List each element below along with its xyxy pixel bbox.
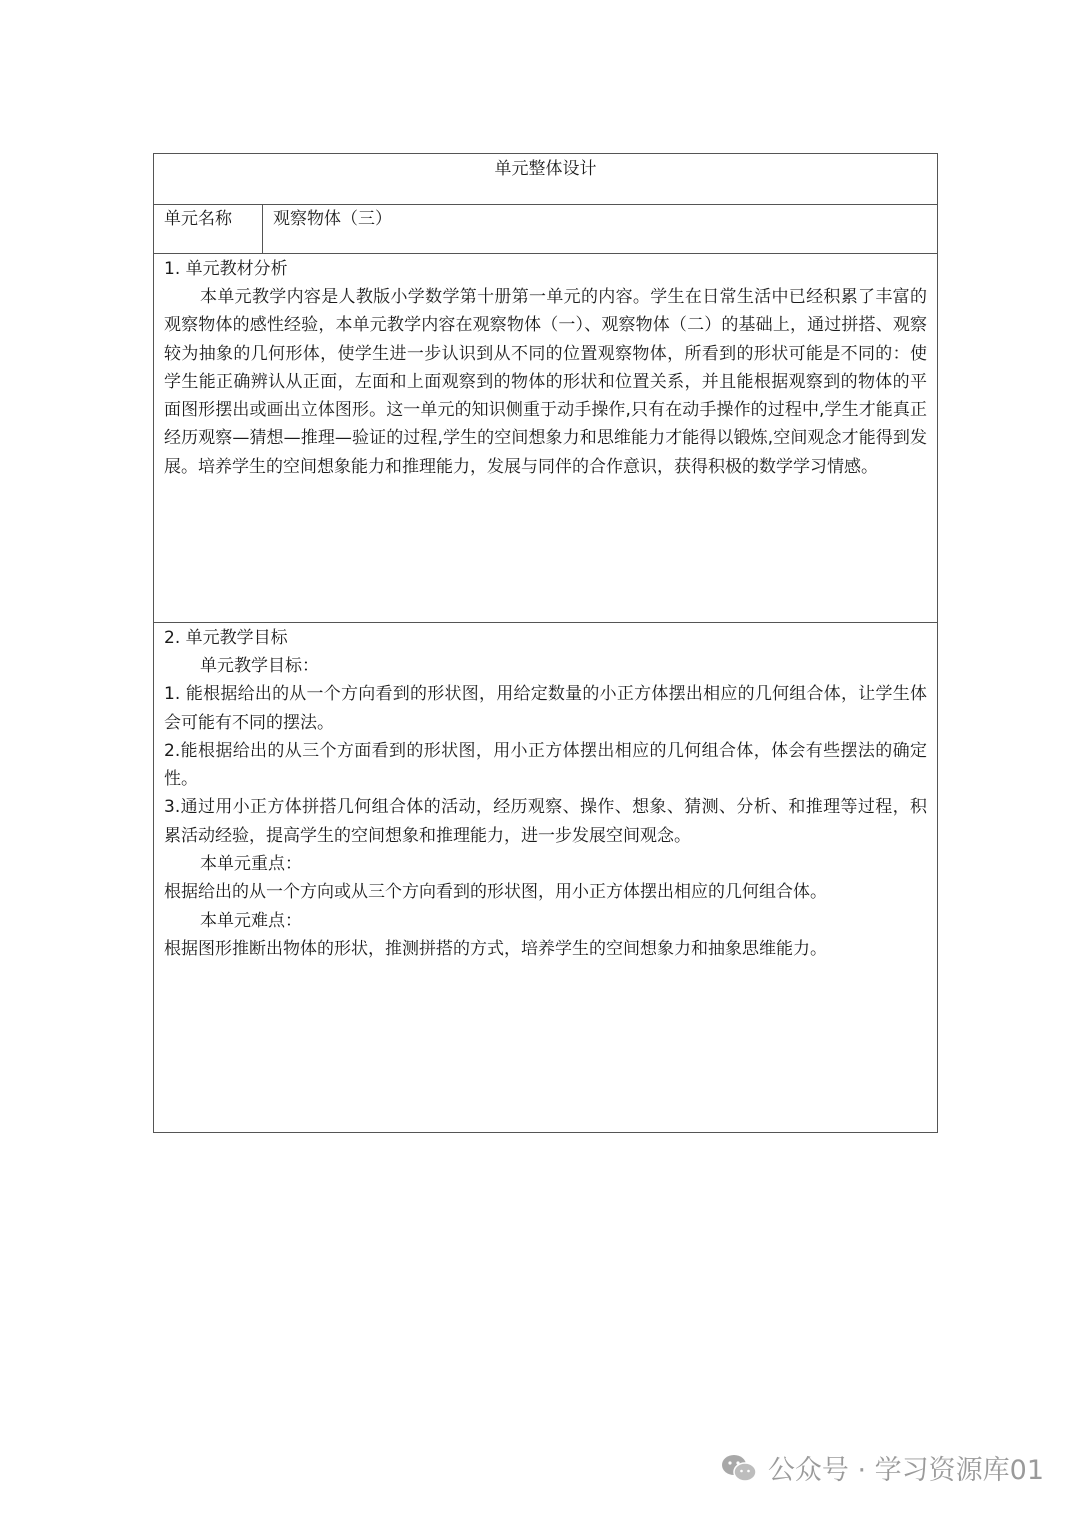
goal-item-2: 2.能根据给出的从三个方面看到的形状图，用小正方体摆出相应的几何组合体，体会有些摆法的确定性。 [164,740,927,790]
goals-heading: 2. 单元教学目标 [164,628,288,648]
difficulty-text: 根据图形推断出物体的形状，推测拼搭的方式，培养学生的空间想象力和抽象思维能力。 [164,938,827,959]
key-point-label: 本单元重点： [200,854,302,875]
goal-item-3: 3.通过用小正方体拼搭几何组合体的活动，经历观察、操作、想象、猜测、分析、和推理等过程，积累活动经验，提高学生的空间想象和推理能力，进一步发展空间观念。 [164,797,927,846]
unit-name-row [154,205,937,254]
wechat-icon [720,1453,758,1483]
unit-name-label: 单元名称 [154,205,263,253]
goals-section [154,623,937,1132]
unit-design-table [153,153,938,1133]
analysis-section [154,254,937,623]
table-title: 单元整体设计 [154,154,937,205]
watermark-text: 公众号 · 学习资源库01 [767,1455,1044,1486]
analysis-heading: 1. 单元教材分析 [164,259,288,279]
key-point-text: 根据给出的从一个方向或从三个方向看到的形状图，用小正方体摆出相应的几何组合体。 [164,882,827,903]
analysis-body: 本单元教学内容是人教版小学数学第十册第一单元的内容。学生在日常生活中已经积累了丰富的观察物体的感性经验，本单元教学内容在观察物体（一）、观察物体（二）的基础上，通过拼搭、观察较为抽象的几何形体，使学生进一步认识到从不同的位置观察物体，所看到的形状可能是不同的：使学生能正确辨认从正面，左面和上面观察到的物体的形状和位置关系，并且能根据观察到的物体的平面图形摆出或画出立体图形。这一单元的知识侧重于动手操作,只有在动手操作的过程中,学生才能真正经历观察—猜想—推理—验证的过程,学生的空间想象力和思维能力才能得以锻炼,空间观念才能得到发展。培养学生的空间想象能力和推理能力，发展与同伴的合作意识，获得积极的数学学习情感。 [164,287,927,477]
difficulty-label: 本单元难点： [200,910,302,931]
watermark [720,1448,1044,1487]
goals-subheading: 单元教学目标： [200,656,319,676]
unit-name-value: 观察物体（三） [273,209,392,229]
goal-item-1: 1. 能根据给出的从一个方向看到的形状图，用给定数量的小正方体摆出相应的几何组合体，让学生体会可能有不同的摆法。 [164,684,927,733]
